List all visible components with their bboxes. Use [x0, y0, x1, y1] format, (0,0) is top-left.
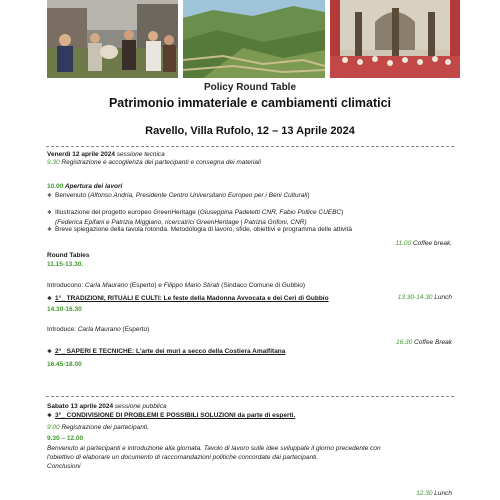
rt3-title-text: 3°_ CONDIVISIONE DI PROBLEMI E POSSIBILI SOLUZIONI da parte di esperti. [55, 412, 296, 419]
divider [46, 396, 454, 397]
opening-item-roundtable-speakers: (Federica Epifani e Patrizia Miggiano, ricercatrici GreenHeritage | Patrizia Grifoni, CNR) [55, 219, 307, 226]
day2-session: sessione pubblica [113, 403, 167, 410]
day2-desc-line1: Benvenuto ai partecipanti e introduzione alla giornata. Tavolo di lavoro sulle idee sviluppate il giorno precedente con [47, 445, 381, 452]
day1-reg-time: 9.30 [47, 159, 60, 166]
coffee-break-2 [47, 339, 452, 347]
lunch-2-text: Lunch [432, 490, 452, 497]
opening-item-project-text: Illustrazione del progetto europeo GreenHeritage ( [55, 209, 200, 216]
day2-desc-line2: l'obiettivo di elaborare un documento di raccomandazioni politiche concordate dai partecipanti. [47, 454, 319, 461]
day1-registration [47, 159, 452, 167]
header-photo-strip [47, 0, 460, 78]
lunch-1-text: Lunch [432, 294, 452, 301]
rt1-intro-speaker2: Filippo Mario Stirati [163, 282, 220, 289]
opening-item-welcome-close: ) [307, 192, 310, 199]
rt3-title [47, 412, 460, 420]
rt2-intro-label: Introduce: [47, 326, 78, 333]
rt2-title [47, 348, 460, 356]
opening-item-welcome [47, 192, 460, 200]
event-location: Ravello, Villa Rufolo, 12 – 13 Aprile 2024 [145, 125, 355, 137]
divider [46, 146, 454, 147]
lunch-1-time: 13.30-14.30 [397, 294, 433, 301]
coffee-break-1-time: 11.00 [395, 240, 412, 247]
opening-item-roundtable-text: Breve spiegazione della tavola rotonda. Metodologia di lavoro, sfide, obiettivi e programma delle attività [55, 226, 353, 233]
lunch-1 [47, 294, 452, 302]
rt3-time: 16.45-18.00 [47, 361, 82, 368]
day1-open-time: 10.00 [47, 183, 64, 190]
rt1-intro-label: Introducono: [47, 282, 85, 289]
day2-header [47, 403, 452, 411]
opening-item-project [47, 209, 460, 217]
rt1-intro-role1: (Esperto) e [127, 282, 164, 289]
lunch-2 [47, 490, 452, 498]
day2-date: Sabato 13 aprile 2024 [47, 403, 114, 410]
coffee-break-1-text: Coffee break. [411, 240, 452, 247]
rt1-intro [47, 282, 452, 290]
opening-item-roundtable [47, 226, 460, 234]
opening-item-welcome-text: Benvenuto ( [55, 192, 91, 199]
rt1-time: 11.15-13.30. [47, 261, 84, 268]
rt2-intro-speaker: Carla Maurano [77, 326, 121, 333]
lunch-2-time: 12.30 [416, 490, 433, 497]
day2-session-time: 9.30 – 12.00 [47, 435, 84, 442]
day2-conclusions: Conclusioni [47, 463, 81, 470]
photo-ceri-festival [330, 0, 460, 78]
photo-folk-festival [47, 0, 178, 78]
rt2-intro [47, 326, 452, 334]
rt1-intro-speaker1: Carla Maurano [84, 282, 128, 289]
rt2-intro-role: (Esperto) [120, 326, 150, 333]
day1-header [47, 151, 452, 159]
round-tables-heading: Round Tables [47, 252, 90, 259]
rt2-title-text: 2°_ SAPERI E TECNICHE: L'arte dei muri a secco della Costiera Amalfitana [55, 348, 286, 355]
event-title: Patrimonio immateriale e cambiamenti climatici [108, 96, 392, 110]
day1-opening [47, 183, 452, 191]
photo-amalfi-coast [183, 0, 325, 78]
opening-item-welcome-speaker: Alfonso Andria, Presidente Centro Universitario Europeo per i Beni Culturali [90, 192, 308, 199]
opening-item-project-speakers: Giuseppina Padeletti CNR, Fabio Pollice CUEBC [199, 209, 342, 216]
opening-item-project-close: ) [341, 209, 344, 216]
rt2-time: 14.30-16.30 [47, 306, 82, 313]
day1-session: sessione tecnica [114, 151, 165, 158]
rt1-intro-role2: (Sindaco Comune di Gubbio) [219, 282, 305, 289]
day2-registration [47, 424, 452, 432]
coffee-break-2-text: Coffee Break [412, 339, 452, 346]
rt1-title-text: 1°_ TRADIZIONI, RITUALI E CULTI: Le feste della Madonna Avvocata e dei Ceri di Gubbio [55, 295, 329, 302]
day1-reg-text: Registrazione e accoglienza dei partecipanti e consegna dei materiali [59, 159, 261, 166]
day2-reg-text: Registrazione dei partecipanti. [59, 424, 149, 431]
day1-date: Venerdì 12 aprile 2024 [47, 151, 115, 158]
day1-open-text: Apertura dei lavori [63, 183, 123, 190]
coffee-break-1 [47, 240, 452, 248]
day2-reg-time: 9:00 [47, 424, 60, 431]
event-subtitle: Policy Round Table [203, 82, 297, 93]
coffee-break-2-time: 16.30 [395, 339, 413, 346]
